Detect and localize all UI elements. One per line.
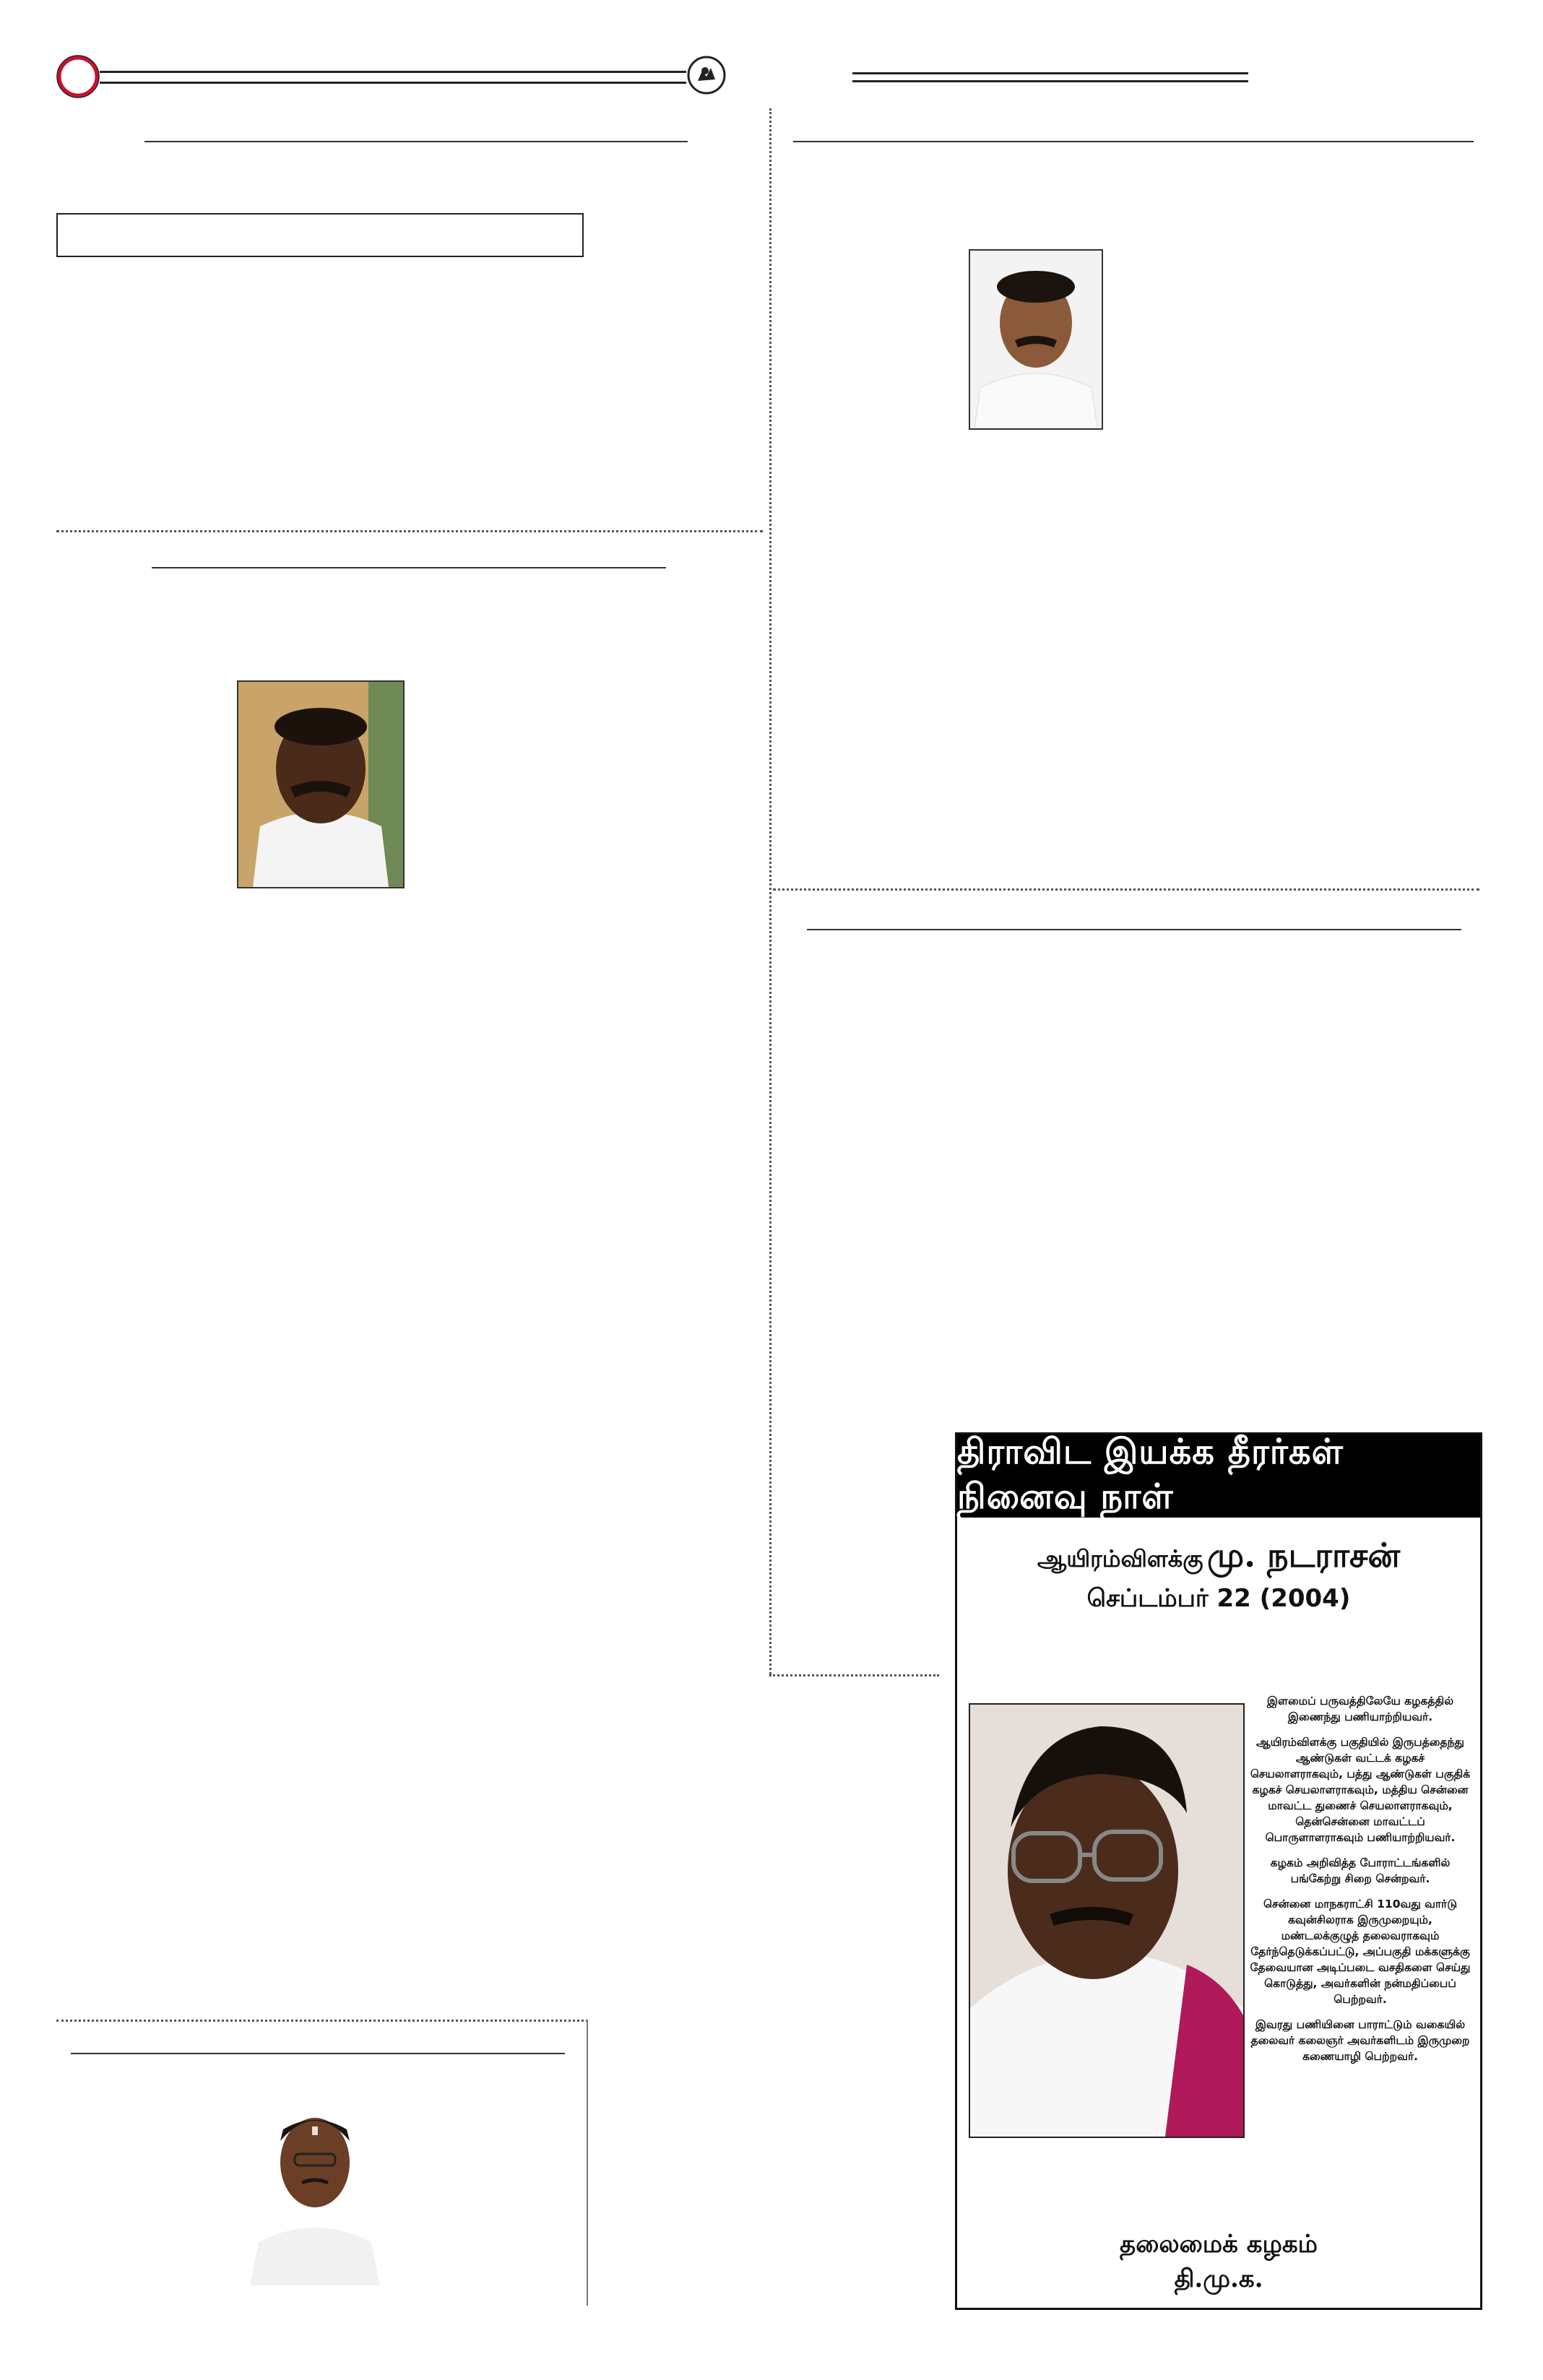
bio-paragraph: சென்னை மாநகராட்சி 110வது வார்டு கவுன்சிலராக இருமுறையும், மண்டலக்குழுத் தலைவராகவும் தேர்ந்தெடுக்கப்பட்டு, அப்பகுதி மக்களுக்கு தேவையான அடிப்படை வசதிகளை செய்து கொடுத்து, அவர்களின் நன்மதிப்பைப் பெற்றவர். [1250,1897,1471,2006]
notice-header: திராவிட இயக்க தீரர்கள் நினைவு நாள் [957,1435,1480,1518]
section-rule [807,929,1461,930]
notice-name-line [957,1536,1480,1580]
notice-date: செப்டம்பர் 22 (2004) [1086,1584,1351,1613]
section-rule [152,567,666,568]
section-divider [56,530,763,532]
section-rule [71,2053,565,2054]
notice-footer-line1: தலைமைக் கழகம் [1120,2230,1318,2259]
bio-paragraph: இவரது பணியினை பாராட்டும் வகையில் தலைவர் கலைஞர் அவர்களிடம் இருமுறை கணையாழி பெற்றவர். [1250,2018,1470,2063]
memorial-notice [955,1432,1482,2310]
portrait-photo [969,249,1103,430]
notice-biography [1248,1693,1472,2074]
memorial-portrait-photo [969,1703,1245,2138]
section-rule [793,141,1474,142]
header-right-rule [852,72,1248,82]
rising-sun-emblem-icon [686,55,727,95]
column-bottom-rule [769,1674,939,1676]
column-rule [587,2020,588,2306]
notice-footer [957,2227,1480,2296]
header-red-ring-icon [56,55,100,98]
section-divider [773,888,1479,891]
column-divider [769,108,772,1674]
notice-name: மு. நடராசன் [1207,1536,1401,1575]
portrait-photo [237,680,405,888]
bio-paragraph: ஆயிரம்விளக்கு பகுதியில் இருபத்தைந்து ஆண்டுகள் வட்டக் கழகச் செயலாளராகவும், பத்து ஆண்டுகள் பகுதிக் கழகச் செயலாளராகவும், மத்திய சென்னை மாவட்ட துணைச் செயலாளராகவும், தென்சென்னை மாவட்டப் பொருளாளராகவும் பணியாற்றியவர். [1250,1736,1471,1844]
header-double-rule [100,71,686,84]
notice-name-prefix: ஆயிரம்விளக்கு [1037,1545,1203,1572]
bio-paragraph: இளமைப் பருவத்திலேயே கழகத்தில் இணைந்து பணியாற்றியவர். [1266,1695,1454,1723]
section-rule [144,141,688,142]
notice-footer-line2: தி.மு.க. [1174,2264,1263,2293]
section-divider [56,2020,588,2022]
bio-paragraph: கழகம் அறிவித்த போராட்டங்களில் பங்கேற்று சிறை சென்றவர். [1270,1856,1451,1885]
portrait-photo [243,2105,387,2285]
empty-box-frame [56,213,584,257]
